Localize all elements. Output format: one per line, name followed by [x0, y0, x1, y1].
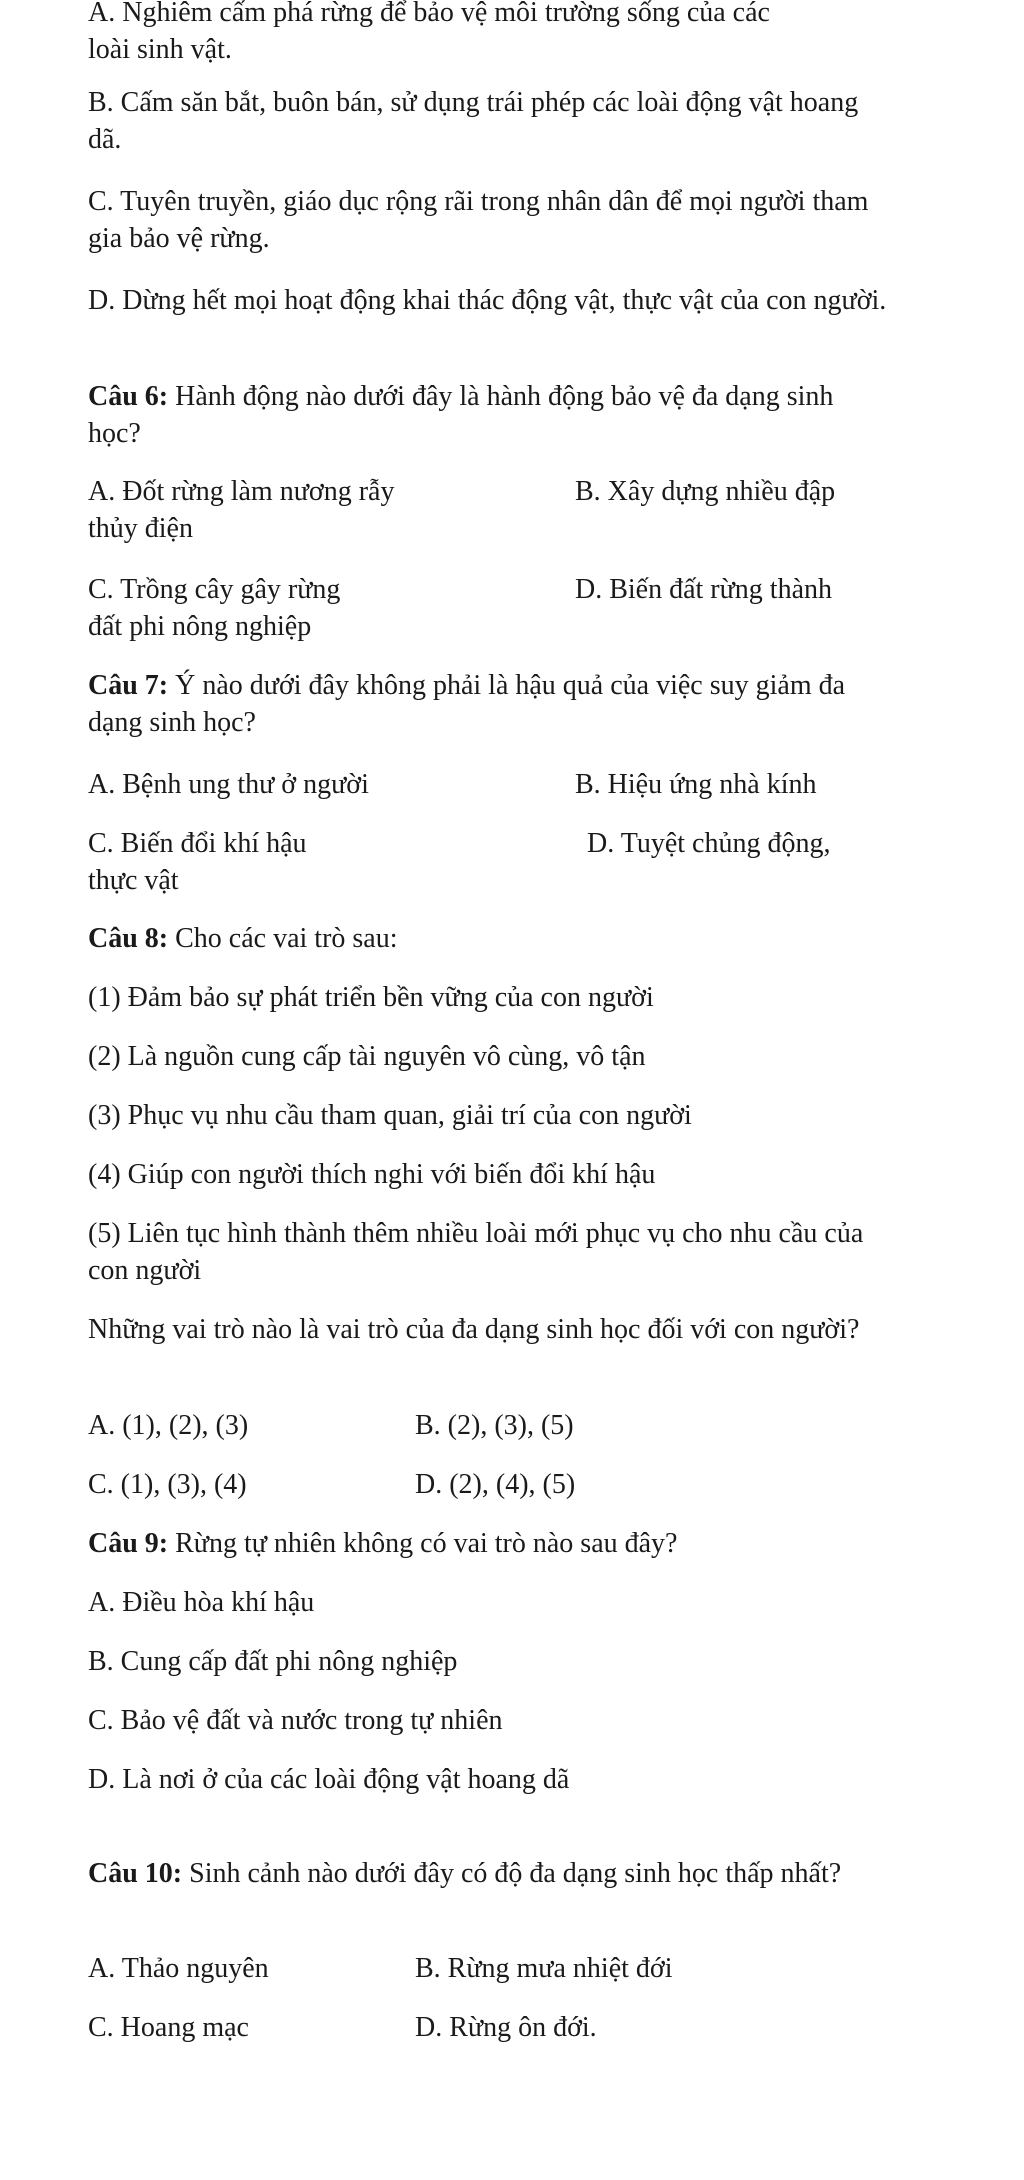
q8-item-2: (2) Là nguồn cung cấp tài nguyên vô cùng, vô tận	[88, 1041, 646, 1072]
prev-option-c: C. Tuyên truyền, giáo dục rộng rãi trong nhân dân để mọi người tham gia bảo vệ rừng.	[88, 186, 869, 254]
q8-item-3: (3) Phục vụ nhu cầu tham quan, giải trí của con người	[88, 1100, 692, 1131]
prev-option-a-line1: A. Nghiêm cấm phá rừng để bảo vệ môi trường sống của các	[88, 0, 770, 28]
q8-item-1: (1) Đảm bảo sự phát triển bền vững của con người	[88, 982, 654, 1013]
prev-option-d: D. Dừng hết mọi hoạt động khai thác động vật, thực vật của con người.	[88, 285, 887, 316]
q7-option-d-continued: thực vật	[88, 865, 179, 896]
prev-option-b: B. Cấm săn bắt, buôn bán, sử dụng trái phép các loài động vật hoang dã.	[88, 87, 859, 155]
q7-option-a: A. Bệnh ung thư ở người	[88, 769, 369, 800]
q10-option-b: B. Rừng mưa nhiệt đới	[415, 1953, 673, 1984]
q8-item-5: (5) Liên tục hình thành thêm nhiều loài mới phục vụ cho nhu cầu của con người	[88, 1218, 864, 1286]
q8-option-a: A. (1), (2), (3)	[88, 1410, 249, 1441]
q6-option-b: B. Xây dựng nhiều đập	[575, 476, 836, 507]
prev-option-a-line2: loài sinh vật.	[88, 34, 232, 65]
question-7-options-ab	[88, 766, 888, 803]
q6-option-b-continued: thủy điện	[88, 513, 193, 544]
question-10	[88, 1855, 888, 1892]
question-6-options-cd	[88, 571, 888, 645]
prev-option-a	[88, 0, 888, 68]
q7-option-c: C. Biến đổi khí hậu	[88, 828, 307, 859]
q10-option-c: C. Hoang mạc	[88, 2012, 249, 2043]
q7-option-d: D. Tuyệt chủng động,	[587, 828, 831, 859]
q8-question: Những vai trò nào là vai trò của đa dạng sinh học đối với con người?	[88, 1314, 860, 1345]
question-6	[88, 378, 888, 452]
question-10-label: Câu 10:	[88, 1858, 183, 1889]
q9-option-d: D. Là nơi ở của các loài động vật hoang dã	[88, 1764, 570, 1795]
question-10-options-cd	[88, 2009, 888, 2046]
question-10-text: Sinh cảnh nào dưới đây có độ đa dạng sinh học thấp nhất?	[182, 1858, 842, 1889]
q8-option-d: D. (2), (4), (5)	[415, 1469, 576, 1500]
q8-option-c: C. (1), (3), (4)	[88, 1469, 247, 1500]
question-6-options-ab	[88, 473, 888, 547]
question-8-text: Cho các vai trò sau:	[168, 923, 398, 954]
q9-option-b: B. Cung cấp đất phi nông nghiệp	[88, 1646, 458, 1677]
q6-option-a: A. Đốt rừng làm nương rẫy	[88, 476, 395, 507]
question-9-text: Rừng tự nhiên không có vai trò nào sau đây?	[168, 1528, 678, 1559]
question-8	[88, 920, 888, 957]
q6-option-d-continued: đất phi nông nghiệp	[88, 611, 312, 642]
question-8-label: Câu 8:	[88, 923, 169, 954]
q9-option-a: A. Điều hòa khí hậu	[88, 1587, 315, 1618]
q9-option-c: C. Bảo vệ đất và nước trong tự nhiên	[88, 1705, 503, 1736]
q7-option-b: B. Hiệu ứng nhà kính	[575, 769, 817, 800]
q8-option-b: B. (2), (3), (5)	[415, 1410, 574, 1441]
q10-option-d: D. Rừng ôn đới.	[415, 2012, 597, 2043]
q10-option-a: A. Thảo nguyên	[88, 1953, 269, 1984]
question-8-options-cd	[88, 1466, 888, 1503]
question-7	[88, 667, 888, 741]
question-10-options-ab	[88, 1950, 888, 1987]
question-7-options-cd	[88, 825, 888, 899]
question-7-text: Ý nào dưới đây không phải là hậu quả của việc suy giảm đa dạng sinh học?	[88, 670, 846, 738]
question-6-text: Hành động nào dưới đây là hành động bảo vệ đa dạng sinh học?	[88, 381, 834, 449]
question-9	[88, 1525, 888, 1562]
question-6-label: Câu 6:	[88, 381, 169, 412]
question-8-options-ab	[88, 1407, 888, 1444]
q6-option-c: C. Trồng cây gây rừng	[88, 574, 341, 605]
q6-option-d: D. Biến đất rừng thành	[575, 574, 833, 605]
question-7-label: Câu 7:	[88, 670, 169, 701]
q8-item-4: (4) Giúp con người thích nghi với biến đổi khí hậu	[88, 1159, 656, 1190]
question-9-label: Câu 9:	[88, 1528, 169, 1559]
